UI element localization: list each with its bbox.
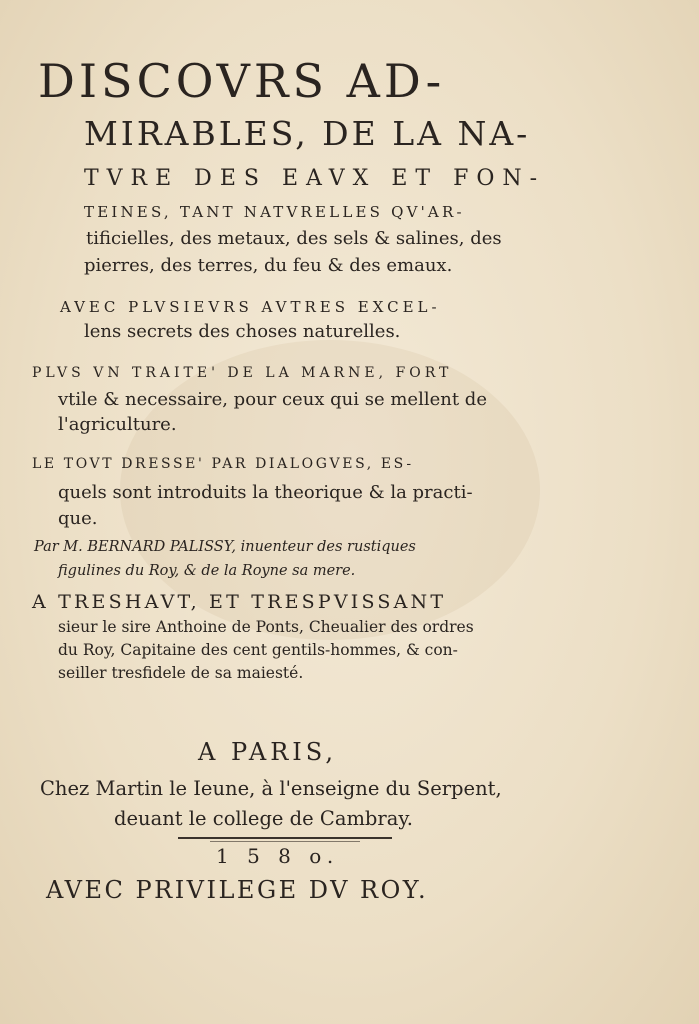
plus-line-3: l'agriculture. bbox=[58, 414, 177, 435]
imprint-printer: Chez Martin le Ieune, à l'enseigne du Serpent, bbox=[40, 777, 502, 800]
imprint-address: deuant le college de Cambray. bbox=[114, 807, 413, 830]
avec-line-1: AVEC PLVSIEVRS AVTRES EXCEL- bbox=[60, 298, 441, 316]
tout-line-1: LE TOVT DRESSE' PAR DIALOGVES, ES- bbox=[32, 456, 414, 472]
dedication-line-2: sieur le sire Anthoine de Ponts, Cheualier des ordres bbox=[58, 618, 474, 636]
author-line-2: figulines du Roy, & de la Royne sa mere. bbox=[58, 563, 356, 579]
dedication-line-4: seiller tresfidele de sa maiesté. bbox=[58, 664, 304, 682]
imprint-city: A PARIS, bbox=[198, 738, 338, 766]
dedication-line-1: A TRESHAVT, ET TRESPVISSANT bbox=[32, 591, 447, 613]
title-line-4: TEINES, TANT NATVRELLES QV'AR- bbox=[84, 203, 465, 221]
imprint-privilege: AVEC PRIVILEGE DV ROY. bbox=[46, 876, 429, 904]
imprint-rule bbox=[178, 837, 392, 839]
tout-line-2: quels sont introduits la theorique & la practi- bbox=[58, 482, 473, 503]
title-line-1: DISCOVRS AD- bbox=[38, 54, 446, 108]
dedication-line-3: du Roy, Capitaine des cent gentils-hommes, & con- bbox=[58, 641, 458, 659]
plus-line-1: PLVS VN TRAITE' DE LA MARNE, FORT bbox=[32, 365, 453, 381]
avec-line-2: lens secrets des choses naturelles. bbox=[84, 321, 401, 342]
plus-line-2: vtile & necessaire, pour ceux qui se mellent de bbox=[58, 389, 487, 410]
author-line-1: Par M. BERNARD PALISSY, inuenteur des rustiques bbox=[34, 539, 416, 555]
imprint-rule-thin bbox=[210, 841, 360, 842]
title-line-5: tificielles, des metaux, des sels & salines, des bbox=[86, 228, 502, 249]
imprint-year: 1 5 8 o. bbox=[216, 844, 340, 868]
title-line-6: pierres, des terres, du feu & des emaux. bbox=[84, 255, 453, 276]
title-line-2: MIRABLES, DE LA NA- bbox=[84, 114, 531, 153]
tout-line-3: que. bbox=[58, 508, 98, 529]
title-line-3: TVRE DES EAVX ET FON- bbox=[84, 166, 546, 191]
